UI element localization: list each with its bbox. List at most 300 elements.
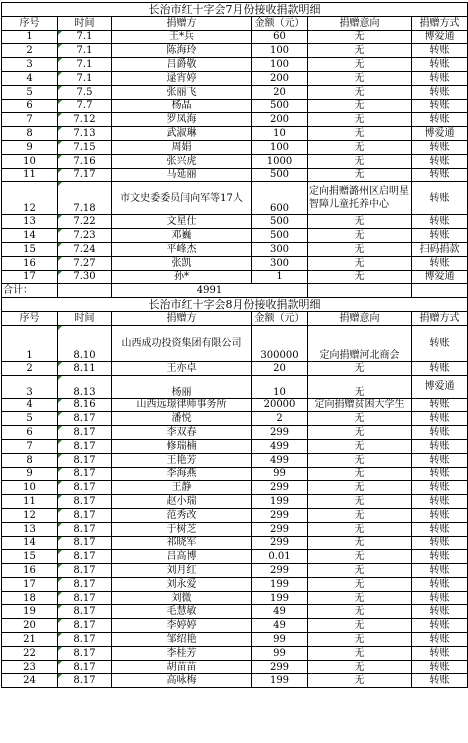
table-row[interactable] bbox=[2, 439, 468, 453]
table-row[interactable] bbox=[2, 467, 468, 481]
row-donor[interactable]: 潘悦 bbox=[112, 412, 252, 426]
table-row[interactable] bbox=[2, 270, 468, 284]
row-method[interactable]: 转账 bbox=[412, 646, 468, 660]
row-method[interactable]: 转账 bbox=[412, 229, 468, 243]
row-method[interactable]: 转账 bbox=[412, 412, 468, 426]
row-amount[interactable]: 0.01 bbox=[252, 550, 308, 564]
row-method[interactable]: 转账 bbox=[412, 182, 468, 215]
row-amount[interactable]: 10 bbox=[252, 375, 308, 398]
row-number[interactable]: 19 bbox=[2, 605, 58, 619]
row-intent[interactable]: 无 bbox=[308, 508, 412, 522]
row-intent[interactable]: 无 bbox=[308, 564, 412, 578]
table-row[interactable] bbox=[2, 44, 468, 58]
row-donor[interactable]: 王*兵 bbox=[112, 30, 252, 44]
row-amount[interactable]: 199 bbox=[252, 495, 308, 509]
row-donor[interactable]: 周娟 bbox=[112, 140, 252, 154]
row-method[interactable]: 转账 bbox=[412, 619, 468, 633]
table-row[interactable] bbox=[2, 522, 468, 536]
july-title-row[interactable] bbox=[2, 3, 468, 17]
row-intent[interactable]: 无 bbox=[308, 85, 412, 99]
row-date[interactable]: 8.17 bbox=[58, 522, 112, 536]
table-title[interactable]: 长治市红十字会8月份接收捐款明细 bbox=[2, 298, 468, 312]
row-amount[interactable]: 1 bbox=[252, 270, 308, 284]
row-amount[interactable]: 99 bbox=[252, 646, 308, 660]
row-date[interactable]: 7.22 bbox=[58, 215, 112, 229]
row-intent[interactable]: 无 bbox=[308, 242, 412, 256]
table-row[interactable] bbox=[2, 361, 468, 375]
row-number[interactable]: 18 bbox=[2, 591, 58, 605]
table-row[interactable] bbox=[2, 412, 468, 426]
row-donor[interactable]: 山西成功投资集团有限公司 bbox=[112, 325, 252, 361]
row-date[interactable]: 8.17 bbox=[58, 619, 112, 633]
row-intent[interactable]: 无 bbox=[308, 168, 412, 182]
row-date[interactable]: 8.17 bbox=[58, 426, 112, 440]
table-row[interactable] bbox=[2, 140, 468, 154]
row-date[interactable]: 7.5 bbox=[58, 85, 112, 99]
row-intent[interactable]: 无 bbox=[308, 495, 412, 509]
row-number[interactable]: 10 bbox=[2, 154, 58, 168]
row-date[interactable]: 8.17 bbox=[58, 605, 112, 619]
row-date[interactable]: 8.11 bbox=[58, 361, 112, 375]
table-row[interactable] bbox=[2, 577, 468, 591]
row-number[interactable]: 2 bbox=[2, 44, 58, 58]
row-donor[interactable]: 祁晓军 bbox=[112, 536, 252, 550]
july-header-row[interactable] bbox=[2, 16, 468, 30]
row-date[interactable]: 8.17 bbox=[58, 536, 112, 550]
row-amount[interactable]: 199 bbox=[252, 577, 308, 591]
header-amount[interactable]: 金额（元） bbox=[252, 16, 308, 30]
row-number[interactable]: 11 bbox=[2, 168, 58, 182]
row-number[interactable]: 6 bbox=[2, 426, 58, 440]
row-date[interactable]: 8.17 bbox=[58, 674, 112, 688]
row-intent[interactable]: 无 bbox=[308, 71, 412, 85]
row-donor[interactable]: 刘微 bbox=[112, 591, 252, 605]
row-donor[interactable]: 张凯 bbox=[112, 256, 252, 270]
row-intent[interactable]: 无 bbox=[308, 256, 412, 270]
row-method[interactable]: 转账 bbox=[412, 605, 468, 619]
row-number[interactable]: 7 bbox=[2, 439, 58, 453]
table-row[interactable] bbox=[2, 453, 468, 467]
row-method[interactable]: 转账 bbox=[412, 154, 468, 168]
row-amount[interactable]: 20 bbox=[252, 85, 308, 99]
row-date[interactable]: 7.1 bbox=[58, 58, 112, 72]
row-amount[interactable]: 300 bbox=[252, 242, 308, 256]
row-date[interactable]: 7.12 bbox=[58, 113, 112, 127]
row-date[interactable]: 7.16 bbox=[58, 154, 112, 168]
row-amount[interactable]: 299 bbox=[252, 522, 308, 536]
row-method[interactable]: 转账 bbox=[412, 256, 468, 270]
row-intent[interactable]: 无 bbox=[308, 439, 412, 453]
row-method[interactable]: 转账 bbox=[412, 58, 468, 72]
row-intent[interactable]: 无 bbox=[308, 426, 412, 440]
row-amount[interactable]: 499 bbox=[252, 439, 308, 453]
header-method[interactable]: 捐赠方式 bbox=[412, 16, 468, 30]
row-date[interactable]: 8.17 bbox=[58, 412, 112, 426]
total-spacer[interactable] bbox=[58, 284, 112, 298]
row-intent[interactable]: 无 bbox=[308, 229, 412, 243]
row-amount[interactable]: 60 bbox=[252, 30, 308, 44]
row-intent[interactable]: 无 bbox=[308, 605, 412, 619]
row-date[interactable]: 7.24 bbox=[58, 242, 112, 256]
row-donor[interactable]: 杨晶 bbox=[112, 99, 252, 113]
row-date[interactable]: 7.23 bbox=[58, 229, 112, 243]
row-date[interactable]: 8.17 bbox=[58, 646, 112, 660]
august-header-row[interactable] bbox=[2, 311, 468, 325]
row-intent[interactable]: 无 bbox=[308, 481, 412, 495]
row-donor[interactable]: 李海燕 bbox=[112, 467, 252, 481]
header-amount[interactable]: 金额（元） bbox=[252, 311, 308, 325]
row-date[interactable]: 7.30 bbox=[58, 270, 112, 284]
row-amount[interactable]: 500 bbox=[252, 229, 308, 243]
row-method[interactable]: 转账 bbox=[412, 633, 468, 647]
row-donor[interactable]: 逯宵婷 bbox=[112, 71, 252, 85]
row-donor[interactable]: 平峰杰 bbox=[112, 242, 252, 256]
row-intent[interactable]: 无 bbox=[308, 633, 412, 647]
row-amount[interactable]: 1000 bbox=[252, 154, 308, 168]
row-amount[interactable]: 199 bbox=[252, 674, 308, 688]
table-row[interactable] bbox=[2, 508, 468, 522]
header-no[interactable]: 序号 bbox=[2, 311, 58, 325]
august-title-row[interactable] bbox=[2, 298, 468, 312]
header-intent[interactable]: 捐赠意向 bbox=[308, 16, 412, 30]
row-intent[interactable]: 无 bbox=[308, 467, 412, 481]
row-donor[interactable]: 李双春 bbox=[112, 426, 252, 440]
row-donor[interactable]: 陈海玲 bbox=[112, 44, 252, 58]
table-row[interactable] bbox=[2, 591, 468, 605]
row-date[interactable]: 8.17 bbox=[58, 633, 112, 647]
table-row[interactable] bbox=[2, 215, 468, 229]
row-donor[interactable]: 修瑞楠 bbox=[112, 439, 252, 453]
row-intent[interactable]: 定向捐赠贫困大学生 bbox=[308, 398, 412, 412]
row-donor[interactable]: 吕爵敬 bbox=[112, 58, 252, 72]
row-method[interactable]: 转账 bbox=[412, 550, 468, 564]
row-amount[interactable]: 600 bbox=[252, 182, 308, 215]
table-row[interactable] bbox=[2, 426, 468, 440]
row-intent[interactable]: 无 bbox=[308, 536, 412, 550]
row-donor[interactable]: 王艳芳 bbox=[112, 453, 252, 467]
table-row[interactable] bbox=[2, 605, 468, 619]
table-title[interactable]: 长治市红十字会7月份接收捐款明细 bbox=[2, 3, 468, 17]
row-method[interactable]: 转账 bbox=[412, 536, 468, 550]
row-number[interactable]: 8 bbox=[2, 127, 58, 141]
row-method[interactable]: 转账 bbox=[412, 215, 468, 229]
row-method[interactable]: 转账 bbox=[412, 660, 468, 674]
row-number[interactable]: 15 bbox=[2, 242, 58, 256]
row-amount[interactable]: 49 bbox=[252, 619, 308, 633]
row-number[interactable]: 1 bbox=[2, 30, 58, 44]
row-number[interactable]: 4 bbox=[2, 71, 58, 85]
row-amount[interactable]: 20000 bbox=[252, 398, 308, 412]
row-intent[interactable]: 无 bbox=[308, 58, 412, 72]
row-intent[interactable]: 无 bbox=[308, 577, 412, 591]
row-donor[interactable]: 山西远璟律师事务所 bbox=[112, 398, 252, 412]
row-number[interactable]: 24 bbox=[2, 674, 58, 688]
row-date[interactable]: 7.13 bbox=[58, 127, 112, 141]
row-donor[interactable]: 马延丽 bbox=[112, 168, 252, 182]
row-amount[interactable]: 49 bbox=[252, 605, 308, 619]
row-amount[interactable]: 299 bbox=[252, 660, 308, 674]
row-method[interactable]: 转账 bbox=[412, 398, 468, 412]
row-number[interactable]: 8 bbox=[2, 453, 58, 467]
row-method[interactable]: 博爱通 bbox=[412, 30, 468, 44]
row-number[interactable]: 12 bbox=[2, 182, 58, 215]
table-row[interactable] bbox=[2, 256, 468, 270]
row-date[interactable]: 8.17 bbox=[58, 577, 112, 591]
row-amount[interactable]: 300 bbox=[252, 256, 308, 270]
row-number[interactable]: 16 bbox=[2, 256, 58, 270]
row-number[interactable]: 23 bbox=[2, 660, 58, 674]
total-empty[interactable] bbox=[308, 284, 412, 298]
row-amount[interactable]: 99 bbox=[252, 467, 308, 481]
row-intent[interactable]: 无 bbox=[308, 660, 412, 674]
row-method[interactable]: 博爱通 bbox=[412, 375, 468, 398]
table-row[interactable] bbox=[2, 619, 468, 633]
row-method[interactable]: 转账 bbox=[412, 99, 468, 113]
total-empty[interactable] bbox=[412, 284, 468, 298]
row-date[interactable]: 8.17 bbox=[58, 495, 112, 509]
row-number[interactable]: 17 bbox=[2, 577, 58, 591]
row-date[interactable]: 7.1 bbox=[58, 44, 112, 58]
row-amount[interactable]: 99 bbox=[252, 633, 308, 647]
row-donor[interactable]: 吕高博 bbox=[112, 550, 252, 564]
row-intent[interactable]: 无 bbox=[308, 215, 412, 229]
row-date[interactable]: 8.17 bbox=[58, 439, 112, 453]
row-date[interactable]: 8.17 bbox=[58, 481, 112, 495]
row-date[interactable]: 8.10 bbox=[58, 325, 112, 361]
total-amount[interactable]: 4991 bbox=[112, 284, 308, 298]
row-number[interactable]: 9 bbox=[2, 467, 58, 481]
table-row[interactable] bbox=[2, 325, 468, 361]
row-number[interactable]: 16 bbox=[2, 564, 58, 578]
table-row[interactable] bbox=[2, 58, 468, 72]
table-row[interactable] bbox=[2, 564, 468, 578]
row-amount[interactable]: 100 bbox=[252, 140, 308, 154]
table-row[interactable] bbox=[2, 481, 468, 495]
row-amount[interactable]: 500 bbox=[252, 215, 308, 229]
row-method[interactable]: 转账 bbox=[412, 591, 468, 605]
row-date[interactable]: 8.16 bbox=[58, 398, 112, 412]
row-method[interactable]: 转账 bbox=[412, 481, 468, 495]
table-row[interactable] bbox=[2, 646, 468, 660]
row-method[interactable]: 转账 bbox=[412, 577, 468, 591]
row-number[interactable]: 4 bbox=[2, 398, 58, 412]
row-date[interactable]: 7.17 bbox=[58, 168, 112, 182]
table-row[interactable] bbox=[2, 71, 468, 85]
row-date[interactable]: 8.17 bbox=[58, 453, 112, 467]
row-donor[interactable]: 杨丽 bbox=[112, 375, 252, 398]
row-intent[interactable]: 无 bbox=[308, 44, 412, 58]
row-method[interactable]: 转账 bbox=[412, 453, 468, 467]
table-row[interactable] bbox=[2, 113, 468, 127]
row-intent[interactable]: 无 bbox=[308, 412, 412, 426]
row-intent[interactable]: 无 bbox=[308, 30, 412, 44]
row-donor[interactable]: 市文史委委员闫向军等17人 bbox=[112, 182, 252, 215]
row-amount[interactable]: 500 bbox=[252, 168, 308, 182]
row-amount[interactable]: 100 bbox=[252, 44, 308, 58]
header-intent[interactable]: 捐赠意向 bbox=[308, 311, 412, 325]
row-donor[interactable]: 王亦卓 bbox=[112, 361, 252, 375]
row-number[interactable]: 21 bbox=[2, 633, 58, 647]
header-donor[interactable]: 捐赠方 bbox=[112, 311, 252, 325]
table-row[interactable] bbox=[2, 674, 468, 688]
row-number[interactable]: 10 bbox=[2, 481, 58, 495]
row-number[interactable]: 9 bbox=[2, 140, 58, 154]
row-method[interactable]: 转账 bbox=[412, 168, 468, 182]
row-method[interactable]: 博爱通 bbox=[412, 127, 468, 141]
row-donor[interactable]: 范秀改 bbox=[112, 508, 252, 522]
row-date[interactable]: 7.15 bbox=[58, 140, 112, 154]
row-method[interactable]: 转账 bbox=[412, 522, 468, 536]
row-method[interactable]: 转账 bbox=[412, 113, 468, 127]
row-amount[interactable]: 299 bbox=[252, 426, 308, 440]
row-amount[interactable]: 299 bbox=[252, 508, 308, 522]
row-date[interactable]: 8.17 bbox=[58, 564, 112, 578]
row-intent[interactable]: 无 bbox=[308, 522, 412, 536]
row-method[interactable]: 转账 bbox=[412, 71, 468, 85]
row-number[interactable]: 5 bbox=[2, 85, 58, 99]
header-method[interactable]: 捐赠方式 bbox=[412, 311, 468, 325]
row-intent[interactable]: 无 bbox=[308, 113, 412, 127]
july-total-row[interactable] bbox=[2, 284, 468, 298]
row-donor[interactable]: 于树芝 bbox=[112, 522, 252, 536]
table-row[interactable] bbox=[2, 633, 468, 647]
row-intent[interactable]: 无 bbox=[308, 154, 412, 168]
row-amount[interactable]: 300000 bbox=[252, 325, 308, 361]
row-amount[interactable]: 499 bbox=[252, 453, 308, 467]
row-number[interactable]: 22 bbox=[2, 646, 58, 660]
row-number[interactable]: 1 bbox=[2, 325, 58, 361]
row-method[interactable]: 转账 bbox=[412, 426, 468, 440]
table-row[interactable] bbox=[2, 182, 468, 215]
row-donor[interactable]: 武淑琳 bbox=[112, 127, 252, 141]
table-row[interactable] bbox=[2, 398, 468, 412]
table-row[interactable] bbox=[2, 30, 468, 44]
total-label[interactable]: 合计： bbox=[2, 284, 58, 298]
row-intent[interactable]: 无 bbox=[308, 140, 412, 154]
row-method[interactable]: 扫码捐款 bbox=[412, 242, 468, 256]
row-donor[interactable]: 李婷婷 bbox=[112, 619, 252, 633]
table-row[interactable] bbox=[2, 168, 468, 182]
row-intent[interactable]: 定向捐赠潞州区启明星智障儿童托养中心 bbox=[308, 182, 412, 215]
row-intent[interactable]: 无 bbox=[308, 270, 412, 284]
table-row[interactable] bbox=[2, 85, 468, 99]
table-row[interactable] bbox=[2, 550, 468, 564]
header-date[interactable]: 时间 bbox=[58, 16, 112, 30]
row-date[interactable]: 8.17 bbox=[58, 508, 112, 522]
row-donor[interactable]: 孙* bbox=[112, 270, 252, 284]
row-number[interactable]: 11 bbox=[2, 495, 58, 509]
row-intent[interactable]: 无 bbox=[308, 375, 412, 398]
row-method[interactable]: 转账 bbox=[412, 674, 468, 688]
row-method[interactable]: 转账 bbox=[412, 508, 468, 522]
row-number[interactable]: 7 bbox=[2, 113, 58, 127]
row-method[interactable]: 转账 bbox=[412, 361, 468, 375]
row-date[interactable]: 7.18 bbox=[58, 182, 112, 215]
header-no[interactable]: 序号 bbox=[2, 16, 58, 30]
row-method[interactable]: 转账 bbox=[412, 140, 468, 154]
row-date[interactable]: 7.1 bbox=[58, 30, 112, 44]
row-donor[interactable]: 邹绍艳 bbox=[112, 633, 252, 647]
header-date[interactable]: 时间 bbox=[58, 311, 112, 325]
row-method[interactable]: 转账 bbox=[412, 325, 468, 361]
row-number[interactable]: 6 bbox=[2, 99, 58, 113]
row-donor[interactable]: 王静 bbox=[112, 481, 252, 495]
table-row[interactable] bbox=[2, 660, 468, 674]
table-row[interactable] bbox=[2, 154, 468, 168]
row-donor[interactable]: 赵小瑞 bbox=[112, 495, 252, 509]
row-amount[interactable]: 20 bbox=[252, 361, 308, 375]
table-row[interactable] bbox=[2, 495, 468, 509]
row-intent[interactable]: 无 bbox=[308, 361, 412, 375]
row-number[interactable]: 14 bbox=[2, 536, 58, 550]
row-amount[interactable]: 100 bbox=[252, 58, 308, 72]
row-donor[interactable]: 文星仕 bbox=[112, 215, 252, 229]
row-number[interactable]: 12 bbox=[2, 508, 58, 522]
row-intent[interactable]: 定向捐赠河北商会 bbox=[308, 325, 412, 361]
row-method[interactable]: 转账 bbox=[412, 85, 468, 99]
row-date[interactable]: 7.7 bbox=[58, 99, 112, 113]
row-amount[interactable]: 199 bbox=[252, 591, 308, 605]
row-amount[interactable]: 200 bbox=[252, 71, 308, 85]
row-date[interactable]: 8.13 bbox=[58, 375, 112, 398]
row-donor[interactable]: 张兴虎 bbox=[112, 154, 252, 168]
row-donor[interactable]: 刘永爱 bbox=[112, 577, 252, 591]
row-number[interactable]: 14 bbox=[2, 229, 58, 243]
table-row[interactable] bbox=[2, 375, 468, 398]
row-amount[interactable]: 200 bbox=[252, 113, 308, 127]
row-number[interactable]: 17 bbox=[2, 270, 58, 284]
row-donor[interactable]: 罗凤海 bbox=[112, 113, 252, 127]
row-intent[interactable]: 无 bbox=[308, 674, 412, 688]
row-donor[interactable]: 高咏梅 bbox=[112, 674, 252, 688]
row-number[interactable]: 2 bbox=[2, 361, 58, 375]
row-number[interactable]: 13 bbox=[2, 522, 58, 536]
row-intent[interactable]: 无 bbox=[308, 99, 412, 113]
row-date[interactable]: 7.27 bbox=[58, 256, 112, 270]
row-amount[interactable]: 2 bbox=[252, 412, 308, 426]
row-intent[interactable]: 无 bbox=[308, 619, 412, 633]
row-number[interactable]: 15 bbox=[2, 550, 58, 564]
row-method[interactable]: 博爱通 bbox=[412, 270, 468, 284]
row-amount[interactable]: 299 bbox=[252, 536, 308, 550]
row-number[interactable]: 3 bbox=[2, 375, 58, 398]
row-donor[interactable]: 胡苗苗 bbox=[112, 660, 252, 674]
row-method[interactable]: 转账 bbox=[412, 439, 468, 453]
table-row[interactable] bbox=[2, 127, 468, 141]
row-date[interactable]: 8.17 bbox=[58, 591, 112, 605]
row-amount[interactable]: 299 bbox=[252, 481, 308, 495]
row-donor[interactable]: 刘月红 bbox=[112, 564, 252, 578]
row-donor[interactable]: 毛慧敏 bbox=[112, 605, 252, 619]
row-date[interactable]: 8.17 bbox=[58, 467, 112, 481]
row-intent[interactable]: 无 bbox=[308, 127, 412, 141]
row-amount[interactable]: 299 bbox=[252, 564, 308, 578]
row-number[interactable]: 3 bbox=[2, 58, 58, 72]
row-number[interactable]: 13 bbox=[2, 215, 58, 229]
row-number[interactable]: 20 bbox=[2, 619, 58, 633]
header-donor[interactable]: 捐赠方 bbox=[112, 16, 252, 30]
row-donor[interactable]: 李桂芳 bbox=[112, 646, 252, 660]
row-donor[interactable]: 张丽飞 bbox=[112, 85, 252, 99]
row-intent[interactable]: 无 bbox=[308, 591, 412, 605]
row-date[interactable]: 7.1 bbox=[58, 71, 112, 85]
row-number[interactable]: 5 bbox=[2, 412, 58, 426]
table-row[interactable] bbox=[2, 242, 468, 256]
row-method[interactable]: 转账 bbox=[412, 495, 468, 509]
row-method[interactable]: 转账 bbox=[412, 44, 468, 58]
row-donor[interactable]: 邓巍 bbox=[112, 229, 252, 243]
table-row[interactable] bbox=[2, 99, 468, 113]
